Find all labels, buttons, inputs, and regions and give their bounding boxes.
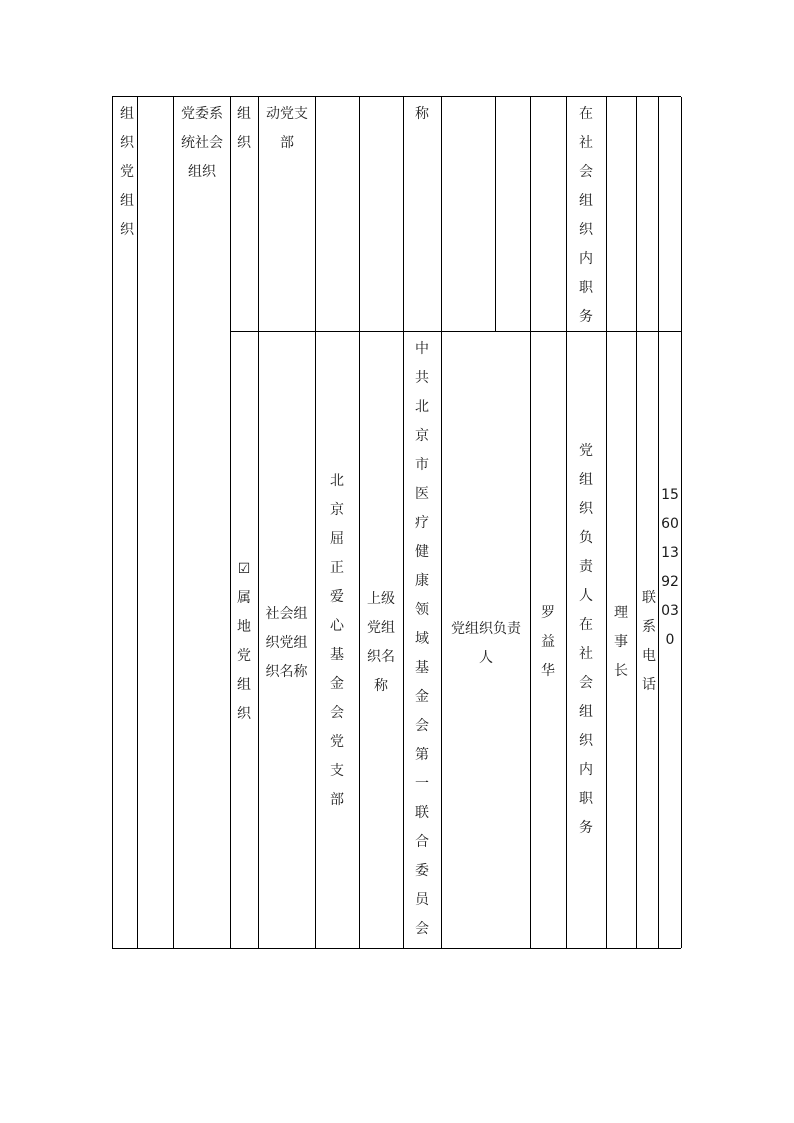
checkbox-checked-icon[interactable]: ☑	[237, 561, 251, 577]
col-divider	[636, 97, 637, 948]
table-top-border	[112, 96, 681, 97]
cell-contact-phone-value: 15601392030	[661, 487, 679, 648]
cell-leader-name: 罗益华	[541, 605, 555, 679]
cell-party-branch-name: 北京屈正爱心基金会党支部	[330, 473, 344, 808]
col-divider	[495, 97, 496, 332]
cell-party-committee-system: 党委系统社会组织	[181, 106, 223, 180]
cell-organization: 组织	[237, 106, 251, 151]
col-divider	[658, 97, 659, 948]
cell-position-in-org: 在社会组织内职务	[579, 106, 593, 325]
col-divider	[315, 97, 316, 948]
col-divider	[359, 97, 360, 948]
cell-party-branch: 动党支部	[266, 106, 308, 151]
cell-party-leader-label: 党组织负责人	[451, 621, 521, 666]
col-divider	[530, 97, 531, 948]
col-divider	[173, 97, 174, 948]
col-divider	[403, 97, 404, 948]
cell-organization-party: 组织党组织	[120, 106, 134, 238]
cell-name-fragment: 称	[415, 106, 429, 122]
col-divider	[258, 97, 259, 948]
cell-superior-party-org-name: 中共北京市医疗健康领域基金会第一联合委员会	[415, 341, 429, 937]
col-divider	[441, 97, 442, 948]
cell-social-org-party-name-label: 社会组织党组织名称	[265, 606, 308, 680]
table-bottom-border	[112, 948, 681, 949]
table-right-border	[681, 97, 682, 948]
col-divider	[566, 97, 567, 948]
cell-local-party-org: 属地党组织	[237, 590, 251, 722]
cell-contact-phone-label: 联系电话	[642, 590, 656, 693]
cell-leader-position-label: 党组织负责人在社会组织内职务	[579, 443, 593, 836]
row-divider	[230, 331, 681, 332]
table-left-border	[112, 97, 113, 948]
cell-superior-party-org-label: 上级党组织名称	[367, 591, 395, 694]
col-divider	[230, 97, 231, 948]
cell-leader-position-value: 理事长	[614, 605, 628, 679]
col-divider	[606, 97, 607, 948]
